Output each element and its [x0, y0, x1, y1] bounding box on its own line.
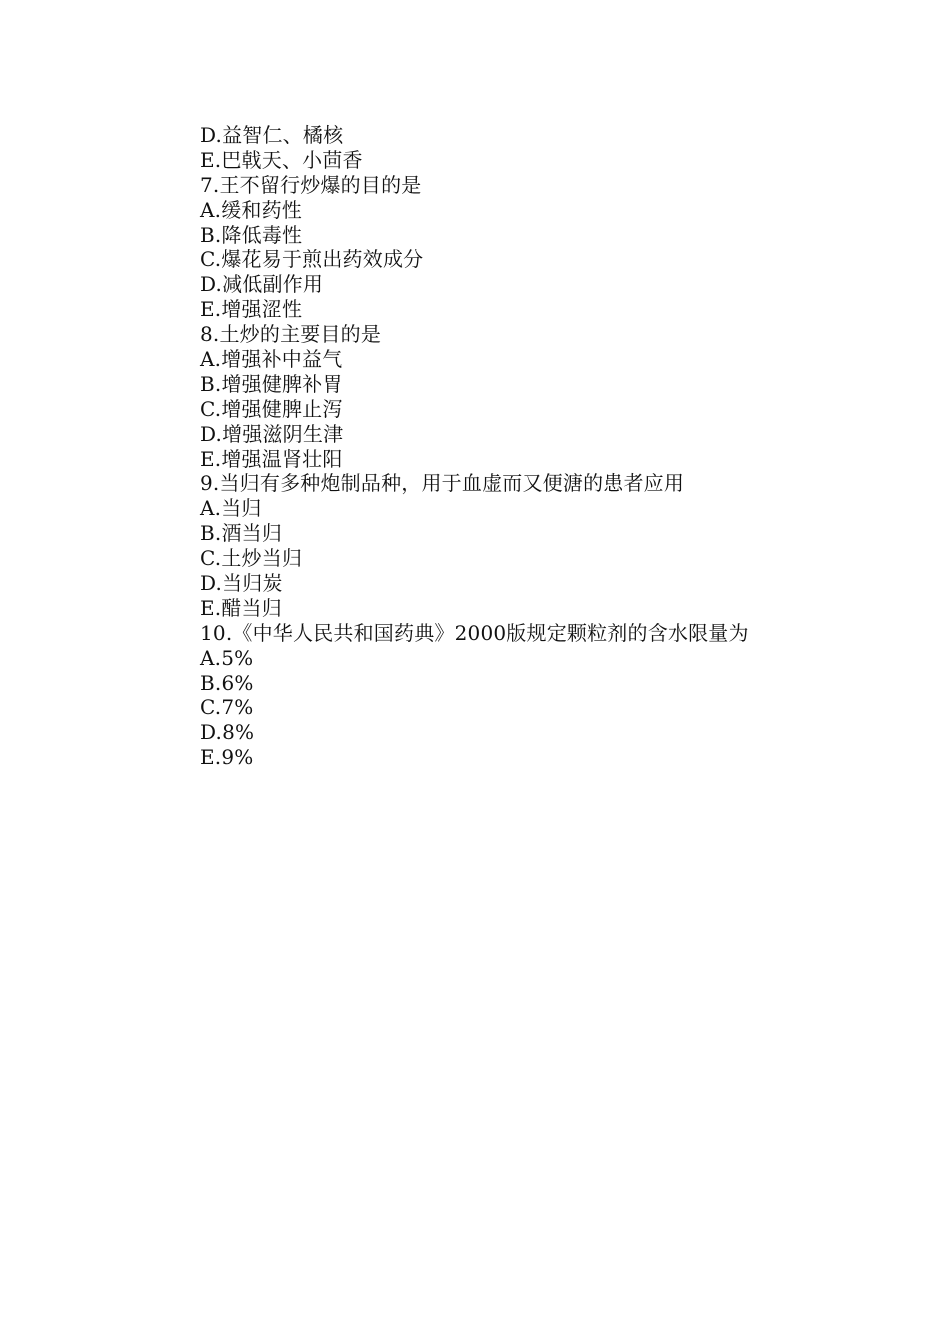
- question-line: 10.《中华人民共和国药典》2000版规定颗粒剂的含水限量为: [200, 620, 749, 645]
- option-line: D.益智仁、橘核: [200, 123, 344, 147]
- option-line: D.当归炭: [200, 571, 283, 596]
- option-line: E.增强涩性: [200, 297, 303, 322]
- option-line: E.9%: [200, 745, 254, 770]
- option-line: E.巴戟天、小茴香: [200, 147, 363, 172]
- option-line: C.爆花易于煎出药效成分: [200, 247, 424, 272]
- option-line: B.6%: [200, 670, 254, 695]
- option-line: D.增强滋阴生津: [200, 421, 344, 446]
- option-line: B.酒当归: [200, 521, 283, 546]
- option-line: D.8%: [200, 720, 255, 745]
- option-line: A.当归: [200, 496, 262, 521]
- option-line: A.增强补中益气: [200, 347, 343, 372]
- option-line: B.增强健脾补胃: [200, 371, 343, 396]
- question-text-block: [200, 123, 840, 770]
- option-line: B.降低毒性: [200, 222, 303, 247]
- option-line: E.增强温肾壮阳: [200, 446, 343, 471]
- option-line: A.5%: [200, 645, 254, 670]
- question-line: 7.王不留行炒爆的目的是: [200, 172, 422, 197]
- question-line: 8.土炒的主要目的是: [200, 322, 382, 347]
- option-line: C.增强健脾止泻: [200, 396, 343, 421]
- option-line: D.减低副作用: [200, 272, 324, 297]
- option-line: A.缓和药性: [200, 197, 303, 222]
- question-line: 9.当归有多种炮制品种，用于血虚而又便溏的患者应用: [200, 471, 685, 496]
- option-line: C.土炒当归: [200, 546, 303, 571]
- option-line: E.醋当归: [200, 595, 282, 620]
- option-line: C.7%: [200, 695, 254, 720]
